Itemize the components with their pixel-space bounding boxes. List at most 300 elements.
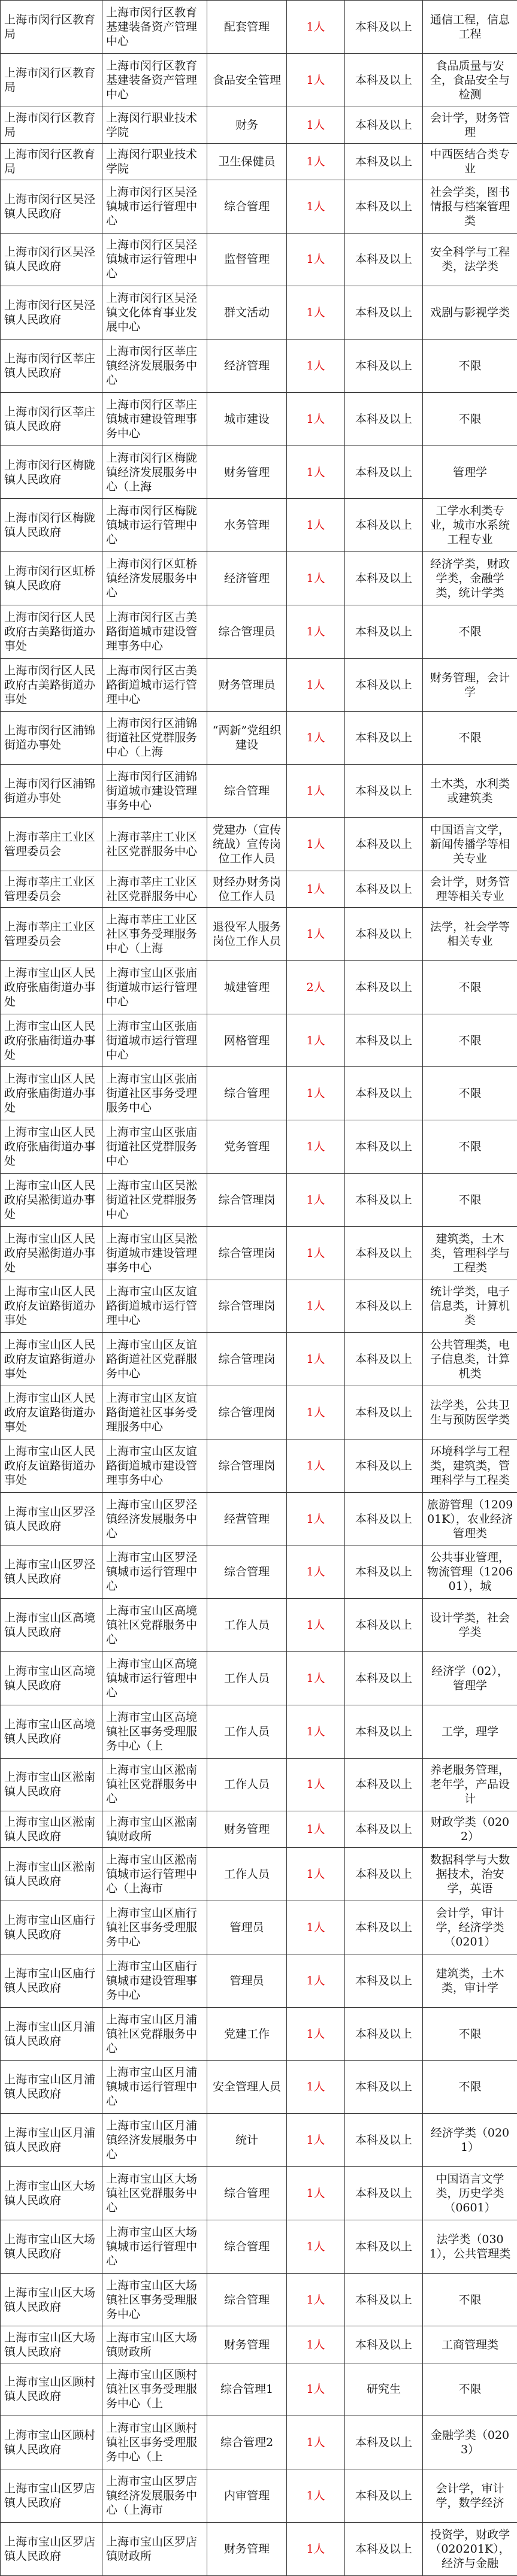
education-cell: 本科及以上 [345,2416,423,2469]
table-row [1,233,517,286]
hiring-unit-cell: 上海市宝山区淞南镇社区党群服务中心 [102,1758,207,1811]
education-cell: 本科及以上 [345,53,423,107]
hiring-unit-cell: 上海市宝山区张庙街道社区党群服务中心 [102,1120,207,1174]
headcount-cell: 1人 [287,53,345,107]
hiring-unit-cell: 上海市宝山区庙行镇社区事务受理服务中心 [102,1901,207,1954]
department-cell: 上海市宝山区大场镇人民政府 [1,2220,102,2273]
department-cell: 上海市宝山区淞南镇人民政府 [1,1758,102,1811]
education-cell: 本科及以上 [345,286,423,340]
headcount-cell: 1人 [287,1545,345,1599]
major-cell: 中国语言文学，新闻传播学等相关专业 [423,818,517,871]
major-cell: 管理学 [423,446,517,499]
education-cell: 本科及以上 [345,2326,423,2363]
education-cell: 本科及以上 [345,2469,423,2523]
position-cell: 经济管理 [207,340,287,393]
position-cell: 网格管理 [207,1014,287,1067]
education-cell: 本科及以上 [345,1,423,54]
department-cell: 上海市莘庄工业区管理委员会 [1,908,102,961]
education-cell: 本科及以上 [345,960,423,1014]
headcount-cell: 1人 [287,1651,345,1705]
education-cell: 本科及以上 [345,392,423,446]
headcount-cell: 1人 [287,233,345,286]
department-cell: 上海市宝山区人民政府张庙街道办事处 [1,1014,102,1067]
position-cell: 综合管理岗 [207,1386,287,1439]
hiring-unit-cell: 上海市莘庄工业区社区党群服务中心 [102,871,207,907]
table-row [1,658,517,711]
major-cell: 不限 [423,2363,517,2416]
major-cell: 不限 [423,1120,517,1174]
position-cell: 综合管理 [207,2220,287,2273]
hiring-unit-cell: 上海市闵行区教育基建装备资产管理中心 [102,53,207,107]
major-cell: 经济学类（0201） [423,2114,517,2167]
education-cell: 本科及以上 [345,107,423,143]
position-cell: 综合管理 [207,2167,287,2220]
major-cell: 财政学类（0202） [423,1811,517,1848]
department-cell: 上海市宝山区庙行镇人民政府 [1,1954,102,2008]
department-cell: 上海市闵行区吴泾镇人民政府 [1,233,102,286]
hiring-unit-cell: 上海市宝山区吴淞街道城市建设管理事务中心 [102,1226,207,1280]
education-cell: 本科及以上 [345,1173,423,1226]
education-cell: 本科及以上 [345,1280,423,1333]
table-row [1,2114,517,2167]
major-cell: 社会学类，图书情报与档案管理类 [423,180,517,233]
headcount-cell: 1人 [287,1439,345,1492]
department-cell: 上海市闵行区浦锦街道办事处 [1,711,102,765]
major-cell: 建筑类，土木类，管理科学与工程类 [423,1226,517,1280]
table-row [1,2469,517,2523]
hiring-unit-cell: 上海市宝山区庙行镇城市建设管理事务中心 [102,1954,207,2008]
department-cell: 上海市宝山区高境镇人民政府 [1,1705,102,1758]
hiring-unit-cell: 上海市闵行区古美路街道城市运行管理中心 [102,658,207,711]
education-cell: 本科及以上 [345,658,423,711]
position-cell: 财务管理 [207,2326,287,2363]
education-cell: 本科及以上 [345,1014,423,1067]
education-cell: 本科及以上 [345,1651,423,1705]
table-row [1,1,517,54]
education-cell: 本科及以上 [345,1545,423,1599]
hiring-unit-cell: 上海市宝山区高境镇城市运行管理中心 [102,1651,207,1705]
major-cell: 环境科学与工程类，建筑类，管理科学与工程类 [423,1439,517,1492]
position-cell: 综合管理 [207,1067,287,1120]
department-cell: 上海市宝山区月浦镇人民政府 [1,2060,102,2114]
headcount-cell: 1人 [287,908,345,961]
position-cell: 综合管理1 [207,2363,287,2416]
table-row [1,180,517,233]
education-cell: 本科及以上 [345,2522,423,2575]
hiring-unit-cell: 上海市宝山区高境镇社区党群服务中心 [102,1599,207,1652]
position-cell: 综合管理 [207,1545,287,1599]
table-row [1,1811,517,1848]
hiring-unit-cell: 上海市宝山区月浦镇城市运行管理中心 [102,2060,207,2114]
position-cell: 经营管理 [207,1492,287,1545]
position-cell: 城建管理 [207,960,287,1014]
department-cell: 上海市宝山区大场镇人民政府 [1,2167,102,2220]
headcount-cell: 1人 [287,2060,345,2114]
department-cell: 上海市宝山区罗店镇人民政府 [1,2522,102,2575]
education-cell: 本科及以上 [345,1811,423,1848]
major-cell: 不限 [423,1173,517,1226]
major-cell: 经济学类，财政学类，金融学类，统计学类 [423,552,517,605]
headcount-cell: 1人 [287,340,345,393]
education-cell: 本科及以上 [345,1492,423,1545]
major-cell: 工商管理类 [423,2326,517,2363]
department-cell: 上海市闵行区浦锦街道办事处 [1,765,102,818]
education-cell: 本科及以上 [345,1758,423,1811]
education-cell: 本科及以上 [345,1901,423,1954]
table-row [1,871,517,907]
table-row [1,605,517,659]
headcount-cell: 1人 [287,1848,345,1901]
position-cell: 综合管理岗 [207,1280,287,1333]
education-cell: 本科及以上 [345,1120,423,1174]
table-row [1,499,517,552]
position-cell: 工作人员 [207,1758,287,1811]
education-cell: 本科及以上 [345,711,423,765]
position-cell: 经济管理 [207,552,287,605]
department-cell: 上海市闵行区人民政府古美路街道办事处 [1,658,102,711]
department-cell: 上海市闵行区吴泾镇人民政府 [1,180,102,233]
major-cell: 数据科学与大数据技术，治安学，英语 [423,1848,517,1901]
headcount-cell: 1人 [287,286,345,340]
major-cell: 建筑类，土木类，审计学 [423,1954,517,2008]
position-cell: 财务管理 [207,1811,287,1848]
table-row [1,765,517,818]
department-cell: 上海市莘庄工业区管理委员会 [1,818,102,871]
position-cell: 综合管理 [207,180,287,233]
table-row [1,286,517,340]
hiring-unit-cell: 上海市宝山区大场镇城市运行管理中心 [102,2220,207,2273]
headcount-cell: 2人 [287,960,345,1014]
table-row [1,2522,517,2575]
hiring-unit-cell: 上海市闵行区教育基建装备资产管理中心 [102,1,207,54]
hiring-unit-cell: 上海市闵行区吴泾镇城市运行管理中心 [102,180,207,233]
table-row [1,1599,517,1652]
department-cell: 上海市闵行区教育局 [1,143,102,180]
position-cell: 配套管理 [207,1,287,54]
position-cell: 综合管理 [207,765,287,818]
table-row [1,1545,517,1599]
education-cell: 本科及以上 [345,1705,423,1758]
department-cell: 上海市闵行区吴泾镇人民政府 [1,286,102,340]
headcount-cell: 1人 [287,552,345,605]
major-cell: 安全科学与工程类，法学类 [423,233,517,286]
education-cell: 本科及以上 [345,1386,423,1439]
education-cell: 本科及以上 [345,499,423,552]
department-cell: 上海市宝山区人民政府友谊路街道办事处 [1,1333,102,1386]
major-cell: 中西医结合类专业 [423,143,517,180]
major-cell: 会计学，审计学，数学经济 [423,2469,517,2523]
major-cell: 不限 [423,605,517,659]
hiring-unit-cell: 上海市宝山区月浦镇社区党群服务中心 [102,2007,207,2060]
hiring-unit-cell: 上海闵行职业技术学院 [102,107,207,143]
table-row [1,2060,517,2114]
position-cell: 退役军人服务岗位工作人员 [207,908,287,961]
major-cell: 养老服务管理，老年学，产品设计 [423,1758,517,1811]
education-cell: 本科及以上 [345,2220,423,2273]
department-cell: 上海市宝山区大场镇人民政府 [1,2273,102,2326]
department-cell: 上海市闵行区莘庄镇人民政府 [1,340,102,393]
headcount-cell: 1人 [287,446,345,499]
hiring-unit-cell: 上海市闵行区梅陇镇经济发展服务中心（上海 [102,446,207,499]
department-cell: 上海市宝山区人民政府张庙街道办事处 [1,960,102,1014]
headcount-cell: 1人 [287,1173,345,1226]
hiring-unit-cell: 上海市闵行区吴泾镇城市运行管理中心 [102,233,207,286]
headcount-cell: 1人 [287,2114,345,2167]
headcount-cell: 1人 [287,2363,345,2416]
hiring-unit-cell: 上海市宝山区友谊路街道城市运行管理中心 [102,1280,207,1333]
department-cell: 上海市宝山区高境镇人民政府 [1,1599,102,1652]
headcount-cell: 1人 [287,1811,345,1848]
headcount-cell: 1人 [287,1492,345,1545]
headcount-cell: 1人 [287,2326,345,2363]
hiring-unit-cell: 上海市宝山区吴淞街道社区党群服务中心 [102,1173,207,1226]
headcount-cell: 1人 [287,2469,345,2523]
education-cell: 本科及以上 [345,233,423,286]
headcount-cell: 1人 [287,1758,345,1811]
table-row [1,340,517,393]
table-row [1,711,517,765]
hiring-unit-cell: 上海市宝山区大场镇财政所 [102,2326,207,2363]
major-cell: 统计学类，电子信息类，计算机类 [423,1280,517,1333]
table-row [1,2273,517,2326]
table-row [1,2220,517,2273]
table-row [1,1848,517,1901]
table-row [1,1014,517,1067]
headcount-cell: 1人 [287,1901,345,1954]
education-cell: 本科及以上 [345,552,423,605]
headcount-cell: 1人 [287,711,345,765]
education-cell: 本科及以上 [345,1067,423,1120]
table-row [1,2363,517,2416]
department-cell: 上海市宝山区人民政府张庙街道办事处 [1,1120,102,1174]
major-cell: 通信工程，信息工程 [423,1,517,54]
position-cell: 安全管理人员 [207,2060,287,2114]
position-cell: 工作人员 [207,1848,287,1901]
headcount-cell: 1人 [287,1067,345,1120]
department-cell: 上海市宝山区罗泾镇人民政府 [1,1492,102,1545]
department-cell: 上海市宝山区罗店镇人民政府 [1,2469,102,2523]
table-row [1,1226,517,1280]
headcount-cell: 1人 [287,1014,345,1067]
table-row [1,1954,517,2008]
department-cell: 上海市宝山区人民政府吴淞街道办事处 [1,1226,102,1280]
education-cell: 本科及以上 [345,765,423,818]
major-cell: 不限 [423,2273,517,2326]
headcount-cell: 1人 [287,2522,345,2575]
education-cell: 本科及以上 [345,2060,423,2114]
major-cell: 投资学，财政学（020201K），经济与金融 [423,2522,517,2575]
headcount-cell: 1人 [287,1386,345,1439]
position-cell: 工作人员 [207,1651,287,1705]
education-cell: 本科及以上 [345,908,423,961]
headcount-cell: 1人 [287,143,345,180]
headcount-cell: 1人 [287,818,345,871]
headcount-cell: 1人 [287,1954,345,2008]
headcount-cell: 1人 [287,2273,345,2326]
hiring-unit-cell: 上海市闵行区浦锦街道城市建设管理事务中心 [102,765,207,818]
education-cell: 本科及以上 [345,1848,423,1901]
major-cell: 不限 [423,711,517,765]
position-cell: 群文活动 [207,286,287,340]
major-cell: 不限 [423,340,517,393]
headcount-cell: 1人 [287,2167,345,2220]
headcount-cell: 1人 [287,2220,345,2273]
table-row [1,1651,517,1705]
department-cell: 上海市闵行区教育局 [1,1,102,54]
headcount-cell: 1人 [287,605,345,659]
table-row [1,1067,517,1120]
headcount-cell: 1人 [287,1599,345,1652]
table-row [1,1758,517,1811]
education-cell: 本科及以上 [345,2167,423,2220]
table-row [1,908,517,961]
table-row [1,2167,517,2220]
position-cell: 食品安全管理 [207,53,287,107]
major-cell: 土木类，水利类或建筑类 [423,765,517,818]
headcount-cell: 1人 [287,392,345,446]
table-row [1,1173,517,1226]
department-cell: 上海市宝山区淞南镇人民政府 [1,1811,102,1848]
major-cell: 法学类（0301），公共管理类 [423,2220,517,2273]
major-cell: 不限 [423,960,517,1014]
position-cell: 财务 [207,107,287,143]
table-row [1,107,517,143]
position-cell: 党务管理 [207,1120,287,1174]
hiring-unit-cell: 上海市莘庄工业区社区事务受理服务中心（上海 [102,908,207,961]
table-row [1,1901,517,1954]
major-cell: 会计学，财务管理 [423,107,517,143]
department-cell: 上海市闵行区梅陇镇人民政府 [1,446,102,499]
education-cell: 本科及以上 [345,1333,423,1386]
hiring-unit-cell: 上海市宝山区淞南镇财政所 [102,1811,207,1848]
education-cell: 本科及以上 [345,340,423,393]
department-cell: 上海市宝山区淞南镇人民政府 [1,1848,102,1901]
position-cell: 综合管理岗 [207,1333,287,1386]
department-cell: 上海市闵行区人民政府古美路街道办事处 [1,605,102,659]
hiring-unit-cell: 上海市宝山区大场镇社区党群服务中心 [102,2167,207,2220]
hiring-unit-cell: 上海市宝山区罗店镇经济发展服务中心（上海市 [102,2469,207,2523]
headcount-cell: 1人 [287,2007,345,2060]
headcount-cell: 1人 [287,2416,345,2469]
department-cell: 上海市宝山区庙行镇人民政府 [1,1901,102,1954]
hiring-unit-cell: 上海市宝山区友谊路街道社区事务受理服务中心 [102,1386,207,1439]
headcount-cell: 1人 [287,1705,345,1758]
department-cell: 上海市宝山区人民政府吴淞街道办事处 [1,1173,102,1226]
major-cell: 食品质量与安全，食品安全与检测 [423,53,517,107]
hiring-unit-cell: 上海市宝山区淞南镇城市运行管理中心（上海市 [102,1848,207,1901]
position-cell: 综合管理 [207,2273,287,2326]
headcount-cell: 1人 [287,1120,345,1174]
position-cell: 财务管理 [207,2522,287,2575]
table-row [1,552,517,605]
department-cell: 上海市宝山区罗泾镇人民政府 [1,1545,102,1599]
department-cell: 上海市闵行区梅陇镇人民政府 [1,499,102,552]
headcount-cell: 1人 [287,658,345,711]
hiring-unit-cell: 上海市闵行区浦锦街道社区党群服务中心（上海 [102,711,207,765]
major-cell: 公共管理类，电子信息类，计算机类 [423,1333,517,1386]
major-cell: 设计学类，社会学类 [423,1599,517,1652]
hiring-unit-cell: 上海市宝山区罗泾镇经济发展服务中心 [102,1492,207,1545]
education-cell: 本科及以上 [345,2007,423,2060]
hiring-unit-cell: 上海市宝山区张庙街道城市运行管理中心 [102,960,207,1014]
hiring-unit-cell: 上海市闵行区莘庄镇城市建设管理事务中心 [102,392,207,446]
table-row [1,2416,517,2469]
position-cell: 管理员 [207,1901,287,1954]
hiring-unit-cell: 上海市莘庄工业区社区党群服务中心 [102,818,207,871]
table-row [1,2326,517,2363]
education-cell: 本科及以上 [345,1599,423,1652]
position-cell: 内审管理 [207,2469,287,2523]
major-cell: 不限 [423,392,517,446]
headcount-cell: 1人 [287,180,345,233]
table-row [1,960,517,1014]
table-row [1,53,517,107]
table-row [1,1492,517,1545]
position-cell: 统计 [207,2114,287,2167]
hiring-unit-cell: 上海市宝山区友谊路街道社区党群服务中心 [102,1333,207,1386]
education-cell: 本科及以上 [345,1226,423,1280]
department-cell: 上海市宝山区人民政府友谊路街道办事处 [1,1386,102,1439]
table-row [1,392,517,446]
major-cell: 工学水利类专业，城市水系统工程专业 [423,499,517,552]
hiring-unit-cell: 上海市宝山区友谊路街道城市建设管理事务中心 [102,1439,207,1492]
headcount-cell: 1人 [287,1226,345,1280]
position-cell: 综合管理2 [207,2416,287,2469]
hiring-unit-cell: 上海闵行职业技术学院 [102,143,207,180]
position-cell: 财务管理 [207,446,287,499]
education-cell: 本科及以上 [345,1954,423,2008]
education-cell: 本科及以上 [345,143,423,180]
hiring-unit-cell: 上海市宝山区大场镇社区事务受理服务中心 [102,2273,207,2326]
education-cell: 本科及以上 [345,871,423,907]
department-cell: 上海市宝山区人民政府友谊路街道办事处 [1,1439,102,1492]
education-cell: 本科及以上 [345,446,423,499]
table-row [1,143,517,180]
department-cell: 上海市莘庄工业区管理委员会 [1,871,102,907]
position-cell: 党建办（宣传统战）宣传岗位工作人员 [207,818,287,871]
position-cell: 水务管理 [207,499,287,552]
table-row [1,1333,517,1386]
table-row [1,446,517,499]
education-cell: 本科及以上 [345,2273,423,2326]
hiring-unit-cell: 上海市闵行区吴泾镇文化体育事业发展中心 [102,286,207,340]
headcount-cell: 1人 [287,1,345,54]
position-cell: 城市建设 [207,392,287,446]
position-cell: 综合管理岗 [207,1226,287,1280]
headcount-cell: 1人 [287,499,345,552]
position-cell: 综合管理岗 [207,1439,287,1492]
position-cell: 工作人员 [207,1599,287,1652]
department-cell: 上海市闵行区教育局 [1,53,102,107]
hiring-unit-cell: 上海市宝山区高境镇社区事务受理服务中心（上 [102,1705,207,1758]
major-cell: 旅游管理（120901K），农业经济管理类 [423,1492,517,1545]
major-cell: 戏剧与影视学类 [423,286,517,340]
table-row [1,818,517,871]
education-cell: 本科及以上 [345,605,423,659]
headcount-cell: 1人 [287,107,345,143]
department-cell: 上海市闵行区虹桥镇人民政府 [1,552,102,605]
department-cell: 上海市宝山区顾村镇人民政府 [1,2363,102,2416]
education-cell: 本科及以上 [345,1439,423,1492]
headcount-cell: 1人 [287,1333,345,1386]
education-cell: 本科及以上 [345,818,423,871]
major-cell: 财务管理，会计学 [423,658,517,711]
hiring-unit-cell: 上海市闵行区古美路街道城市建设管理事务中心 [102,605,207,659]
position-cell: 监督管理 [207,233,287,286]
table-row [1,1386,517,1439]
table-row [1,1280,517,1333]
major-cell: 经济学（02），管理学 [423,1651,517,1705]
